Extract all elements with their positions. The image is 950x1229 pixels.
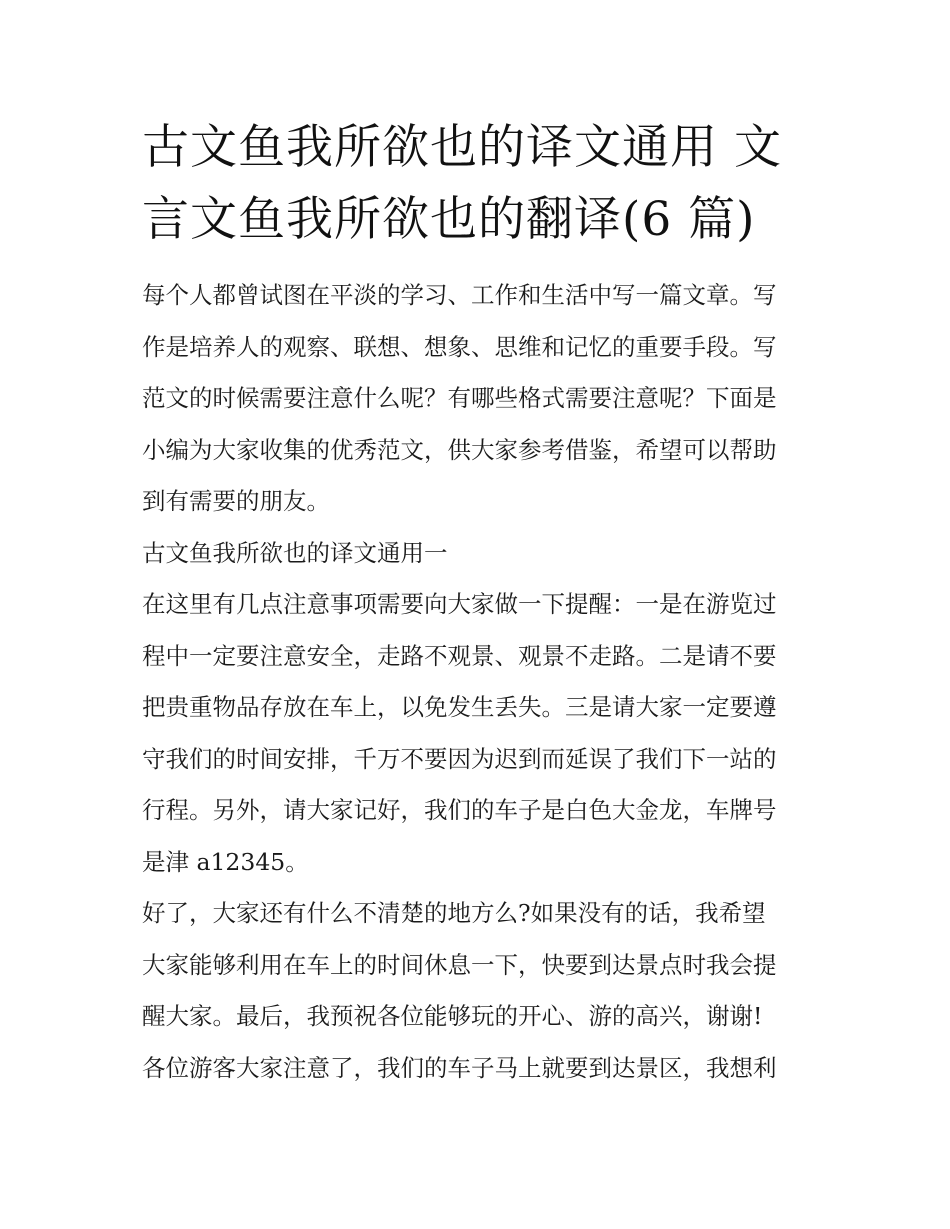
section-heading bbox=[142, 528, 814, 580]
text-line: 每个人都曾试图在平淡的学习、工作和生活中写一篇文章。写 bbox=[142, 281, 777, 309]
notice-paragraph bbox=[142, 579, 814, 888]
text-line: 古文鱼我所欲也的译文通用一 bbox=[142, 538, 448, 567]
text-line: 范文的时候需要注意什么呢？有哪些格式需要注意呢？下面是 bbox=[142, 384, 777, 412]
closing-paragraph bbox=[142, 888, 814, 1043]
document-body bbox=[142, 270, 814, 1094]
text-line: 在这里有几点注意事项需要向大家做一下提醒：一是在游览过 bbox=[142, 590, 777, 618]
title-line: 古文鱼我所欲也的译文通用 文 bbox=[142, 120, 782, 175]
text-line: 大家能够利用在车上的时间休息一下，快要到达景点时我会提 bbox=[142, 950, 777, 979]
text-line: 作是培养人的观察、联想、想象、思维和记忆的重要手段。写 bbox=[142, 332, 777, 361]
text-line: 行程。另外，请大家记好，我们的车子是白色大金龙，车牌号 bbox=[142, 796, 777, 824]
text-line: 各位游客大家注意了，我们的车子马上就要到达景区，我想利 bbox=[142, 1053, 777, 1082]
document-content bbox=[142, 112, 814, 1094]
text-line: 程中一定要注意安全，走路不观景、观景不走路。二是请不要 bbox=[142, 641, 777, 670]
next-paragraph bbox=[142, 1043, 814, 1095]
text-line: 守我们的时间安排，千万不要因为迟到而延误了我们下一站的 bbox=[142, 744, 777, 773]
text-line: 把贵重物品存放在车上，以免发生丢失。三是请大家一定要遵 bbox=[142, 693, 777, 721]
text-line: 好了，大家还有什么不清楚的地方么?如果没有的话，我希望 bbox=[142, 899, 766, 927]
intro-paragraph bbox=[142, 270, 814, 528]
document-title bbox=[142, 112, 814, 256]
text-line: 醒大家。最后，我预祝各位能够玩的开心、游的高兴，谢谢! bbox=[142, 1002, 763, 1030]
title-line: 言文鱼我所欲也的翻译(6 篇) bbox=[142, 192, 756, 247]
text-line: 到有需要的朋友。 bbox=[142, 487, 330, 515]
text-line: 小编为大家收集的优秀范文，供大家参考借鉴，希望可以帮助 bbox=[142, 435, 777, 464]
text-line: 是津 a12345。 bbox=[142, 847, 309, 876]
